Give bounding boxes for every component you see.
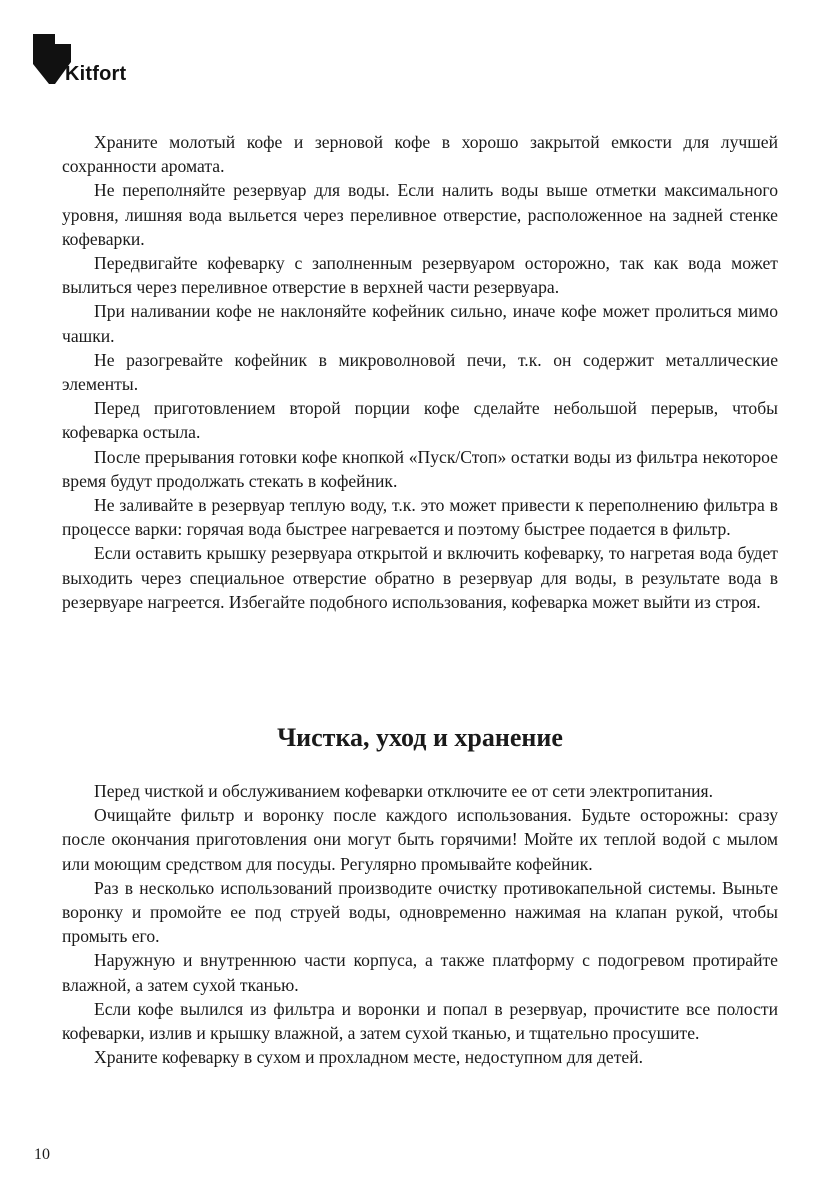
paragraph: Храните кофеварку в сухом и прохладном месте, недоступном для детей. bbox=[94, 1047, 644, 1068]
paragraph: Храните молотый кофе и зерновой кофе в хорошо закрытой емкости для лучшей сохранности аромата. bbox=[62, 132, 778, 177]
cleaning-section bbox=[62, 779, 778, 1069]
paragraph: При наливании кофе не наклоняйте кофейник сильно, иначе кофе может пролиться мимо чашки. bbox=[62, 301, 778, 346]
paragraph: Не разогревайте кофейник в микроволновой печи, т.к. он содержит металлические элементы. bbox=[62, 349, 778, 395]
paragraph: Если оставить крышку резервуара открытой и включить кофеварку, то нагретая вода будет выходить через специальное отверстие обратно в резервуар для воды, в результате вода в резервуаре нагреется. Избегайте подобного использования, кофеварка может выйти из строя. bbox=[62, 543, 778, 612]
precautions-section bbox=[62, 130, 778, 614]
paragraph: Не переполняйте резервуар для воды. Если налить воды выше отметки максимального уровня, лишняя вода выльется через переливное отверстие, расположенное на задней стенке кофеварки. bbox=[62, 180, 778, 249]
paragraph: Очищайте фильтр и воронку после каждого использования. Будьте осторожны: сразу после окончания приготовления они могут быть горячими! Мойте их теплой водой с мылом или моющим средством для посуды. Регулярно промывайте кофейник. bbox=[62, 805, 778, 874]
page-number: 10 bbox=[34, 1146, 50, 1163]
section-heading: Чистка, уход и хранение bbox=[277, 723, 563, 752]
paragraph: После прерывания готовки кофе кнопкой «Пуск/Стоп» остатки воды из фильтра некоторое время будут продолжать стекать в кофейник. bbox=[62, 446, 778, 491]
paragraph: Раз в несколько использований производите очистку противокапельной системы. Выньте воронку и промойте ее под струей воды, одновременно нажимая на клапан рукой, чтобы промыть его. bbox=[62, 877, 778, 947]
paragraph: Перед приготовлением второй порции кофе сделайте небольшой перерыв, чтобы кофеварка остыла. bbox=[62, 398, 778, 443]
paragraph: Передвигайте кофеварку с заполненным резервуаром осторожно, так как вода может вылиться через переливное отверстие в верхней части резервуара. bbox=[62, 253, 778, 298]
paragraph: Перед чисткой и обслуживанием кофеварки отключите ее от сети электропитания. bbox=[94, 781, 714, 801]
brand-name: Kitfort bbox=[65, 63, 127, 85]
paragraph: Наружную и внутреннюю части корпуса, а также платформу с подогревом протирайте влажной, а затем сухой тканью. bbox=[62, 950, 778, 995]
paragraph: Если кофе вылился из фильтра и воронки и попал в резервуар, прочистите все полости кофеварки, излив и крышку влажной, а затем сухой тканью, и тщательно просушите. bbox=[62, 998, 778, 1044]
kitfort-logo bbox=[33, 34, 153, 94]
paragraph: Не заливайте в резервуар теплую воду, т.к. это может привести к переполнению фильтра в процессе варки: горячая вода быстрее нагревается и поэтому быстрее подается в фильтр. bbox=[62, 495, 778, 540]
